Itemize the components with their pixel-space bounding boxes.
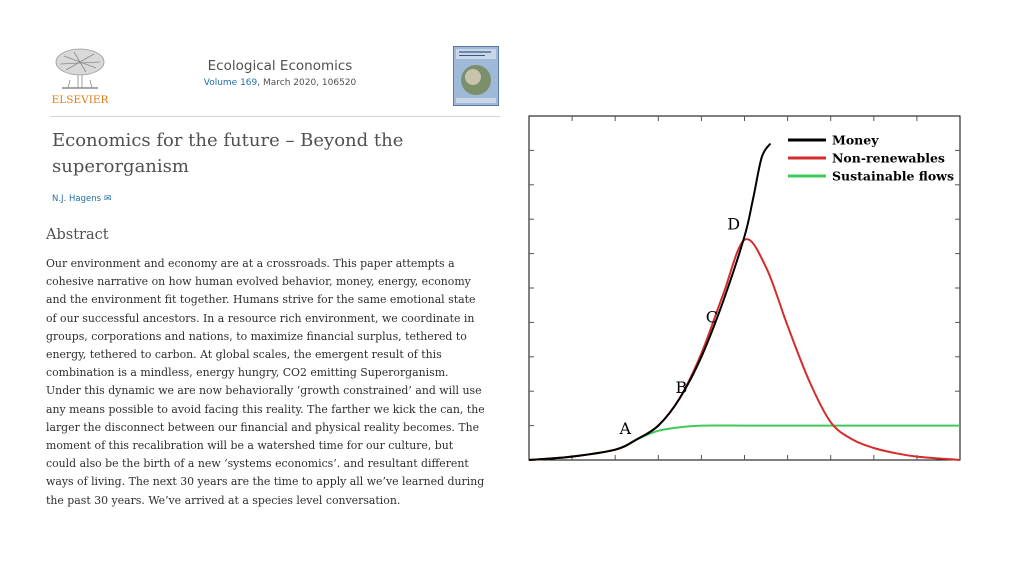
annotation-label-d: D xyxy=(727,214,741,234)
envelope-icon[interactable]: ✉ xyxy=(104,194,112,204)
journal-citation-details: , March 2020, 106520 xyxy=(257,78,357,88)
elsevier-logo xyxy=(52,44,108,106)
journal-citation xyxy=(110,78,450,88)
journal-name[interactable]: Ecological Economics xyxy=(207,58,353,74)
annotation-label-c: C xyxy=(705,307,718,327)
journal-header xyxy=(110,58,450,88)
legend-label-sustainable-flows: Sustainable flows xyxy=(832,168,954,184)
header-divider xyxy=(50,116,500,117)
growth-curves-chart xyxy=(526,112,964,464)
abstract-text: Our environment and economy are at a crossroads. This paper attempts a cohesive narrative on how human evolved behavior, money, energy, economy and the environment fit together. Humans strive for the same emotional state of our successful ancestors. In a resource rich environment, we coordinate in groups, corporations and nations, to maximize financial surplus, tethered to energy, tethered to carbon. At global scales, the emergent result of this combination is a mindless, energy hungry, CO2 emitting Superorganism. Under this dynamic we are now behaviorally ‘growth constrained’ and will use any means possible to avoid facing this reality. The farther we kick the can, the larger the disconnect between our financial and physical reality becomes. The moment of this recalibration will be a watershed time for our culture, but could also be the birth of a new ‘systems economics’. and resultant different ways of living. The next 30 years are the time to apply all we’ve learned during the past 30 years. We’ve arrived at a species level conversation. xyxy=(46,257,485,507)
legend-label-money: Money xyxy=(832,132,879,148)
journal-cover-icon[interactable] xyxy=(453,46,499,106)
abstract-heading: Abstract xyxy=(46,227,109,243)
author-name-link[interactable]: N.J. Hagens xyxy=(52,194,102,204)
chart-svg xyxy=(526,112,964,464)
article-title: Economics for the future – Beyond the superorganism xyxy=(52,130,404,177)
journal-volume-link[interactable]: Volume 169 xyxy=(203,78,258,88)
annotation-label-a: A xyxy=(619,419,632,439)
annotation-label-b: B xyxy=(675,377,688,397)
tree-logo-icon xyxy=(52,44,108,106)
legend-label-non-renewables: Non-renewables xyxy=(832,150,945,166)
author-line xyxy=(52,194,112,204)
publisher-name: ELSEVIER xyxy=(52,94,108,106)
